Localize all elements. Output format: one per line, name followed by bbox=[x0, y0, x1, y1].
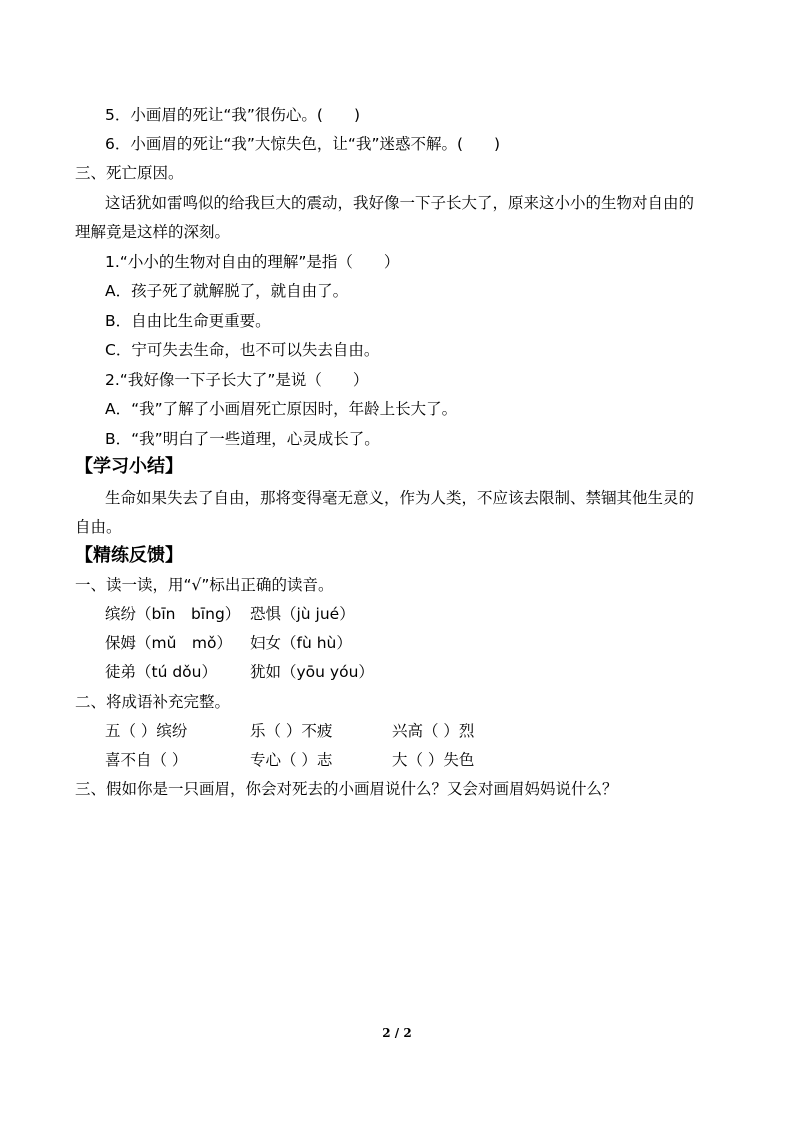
idiom-item: 专心（ ）志 bbox=[250, 751, 333, 769]
practice-q1-heading: 一、读一读，用“√”标出正确的读音。 bbox=[75, 576, 334, 594]
practice-q3-heading: 三、假如你是一只画眉，你会对死去的小画眉说什么？又会对画眉妈妈说什么？ bbox=[75, 780, 618, 798]
option-2b: B．“我”明白了一些道理，心灵成长了。 bbox=[105, 430, 380, 448]
idiom-item: 乐（ ）不疲 bbox=[250, 722, 333, 740]
option-1c: C．宁可失去生命，也不可以失去自由。 bbox=[105, 341, 380, 359]
summary-heading: 【学习小结】 bbox=[75, 456, 183, 477]
passage-line-1: 这话犹如雷鸣似的给我巨大的震动，我好像一下子长大了，原来这小小的生物对自由的 bbox=[105, 194, 695, 212]
option-2a: A．“我”了解了小画眉死亡原因时，年龄上长大了。 bbox=[105, 400, 458, 418]
practice-q2-heading: 二、将成语补充完整。 bbox=[75, 693, 231, 711]
question-item-6: 6．小画眉的死让“我”大惊失色，让“我”迷惑不解。( ) bbox=[105, 135, 501, 153]
option-1a: A．孩子死了就解脱了，就自由了。 bbox=[105, 282, 349, 300]
pinyin-item: 犹如（yōu yóu） bbox=[250, 663, 374, 681]
pinyin-item: 妇女（fù hù） bbox=[250, 634, 352, 652]
passage-line-2: 理解竟是这样的深刻。 bbox=[75, 223, 231, 241]
summary-line-1: 生命如果失去了自由，那将变得毫无意义，作为人类，不应该去限制、禁锢其他生灵的 bbox=[105, 489, 695, 507]
idiom-item: 喜不自（ ） bbox=[105, 751, 188, 769]
question-item-5: 5．小画眉的死让“我”很伤心。( ) bbox=[105, 106, 361, 124]
option-1b: B．自由比生命更重要。 bbox=[105, 312, 271, 330]
pinyin-item: 恐惧（jù jué） bbox=[250, 605, 355, 623]
pinyin-item: 保姆（mǔ mǒ） bbox=[105, 634, 233, 652]
idiom-item: 大（ ）失色 bbox=[392, 751, 475, 769]
question-1: 1.“小小的生物对自由的理解”是指（ ） bbox=[105, 253, 400, 271]
practice-heading: 【精练反馈】 bbox=[75, 545, 183, 566]
page-number: 2 / 2 bbox=[382, 1026, 412, 1040]
idiom-item: 兴高（ ）烈 bbox=[392, 722, 475, 740]
section-three-heading: 三、死亡原因。 bbox=[75, 164, 184, 182]
summary-line-2: 自由。 bbox=[75, 518, 122, 536]
pinyin-item: 徒弟（tú dǒu） bbox=[105, 663, 217, 681]
pinyin-item: 缤纷（bīn bīng） bbox=[105, 605, 241, 623]
question-2: 2.“我好像一下子长大了”是说（ ） bbox=[105, 371, 369, 389]
idiom-item: 五（ ）缤纷 bbox=[105, 722, 188, 740]
